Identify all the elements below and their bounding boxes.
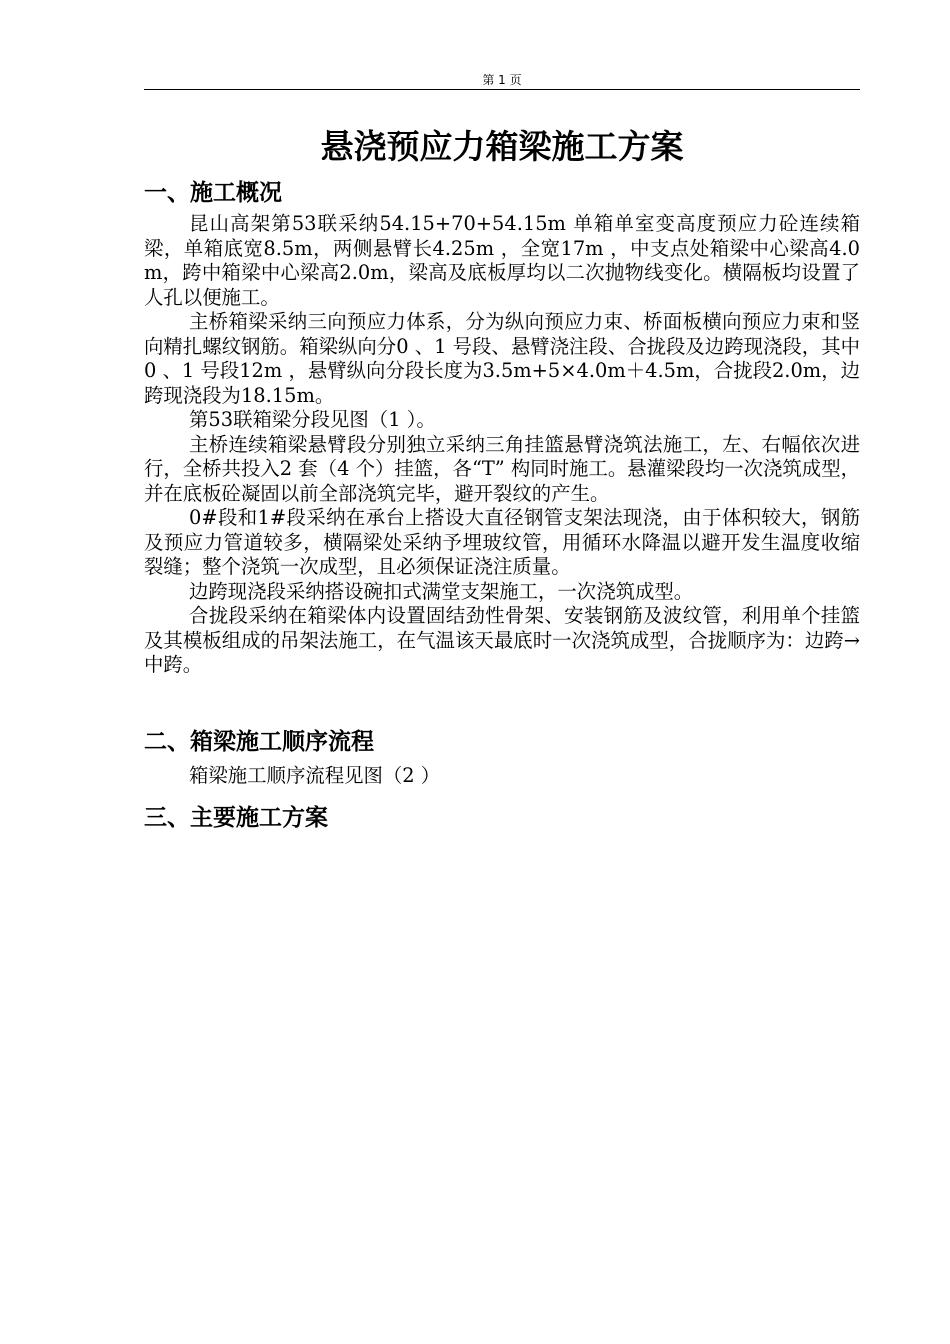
section-heading-overview: 一、施工概况 xyxy=(144,180,282,206)
document-title: 悬浇预应力箱梁施工方案 xyxy=(320,127,684,166)
header-divider xyxy=(144,89,860,90)
section-body-sequence xyxy=(144,764,860,789)
paragraph: 主桥箱梁采纳三向预应力体系，分为纵向预应力束、桥面板横向预应力束和竖向精扎螺纹钢筋。箱梁纵向分0 、1 号段、悬臂浇注段、合拢段及边跨现浇段，其中0 、1 号段12m ，悬臂纵向分段长度为3.5m+5×4.0m＋4.5m，合拢段2.0m，边跨现浇段为18.15m。 xyxy=(144,310,860,407)
paragraph: 昆山高架第53联采纳54.15+70+54.15m 单箱单室变高度预应力砼连续箱梁，单箱底宽8.5m，两侧悬臂长4.25m ，全宽17m ，中支点处箱梁中心梁高4.0m，跨中箱梁中心梁高2.0m，梁高及底板厚均以二次抛物线变化。横隔板均设置了人孔以便施工。 xyxy=(144,212,860,309)
paragraph: 边跨现浇段采纳搭设碗扣式满堂支架施工，一次浇筑成型。 xyxy=(189,579,694,603)
paragraph: 第53联箱梁分段见图（1 ）。 xyxy=(189,408,436,431)
section-body-overview xyxy=(144,212,860,678)
paragraph: 箱梁施工顺序流程见图（2 ） xyxy=(189,764,441,787)
page-number-header: 第 1 页 xyxy=(482,73,522,87)
paragraph: 主桥连续箱梁悬臂段分别独立采纳三角挂篮悬臂浇筑法施工，左、右幅依次进行，全桥共投入2 套（4 个）挂篮，各“T” 构同时施工。悬灌梁段均一次浇筑成型，并在底板砼凝固以前全部浇筑完毕，避开裂纹的产生。 xyxy=(144,432,860,505)
paragraph: 0#段和1#段采纳在承台上搭设大直径钢管支架法现浇，由于体积较大，钢筋及预应力管道较多，横隔梁处采纳予埋玻纹管，用循环水降温以避开发生温度收缩裂缝；整个浇筑一次成型，且必须保证浇注质量。 xyxy=(144,506,860,578)
section-heading-sequence: 二、箱梁施工顺序流程 xyxy=(144,729,374,755)
section-heading-main-plan: 三、主要施工方案 xyxy=(144,805,328,831)
paragraph: 合拢段采纳在箱梁体内设置固结劲性骨架、安装钢筋及波纹管，利用单个挂篮及其模板组成的吊架法施工，在气温该天最底时一次浇筑成型，合拢顺序为：边跨→中跨。 xyxy=(144,604,860,676)
